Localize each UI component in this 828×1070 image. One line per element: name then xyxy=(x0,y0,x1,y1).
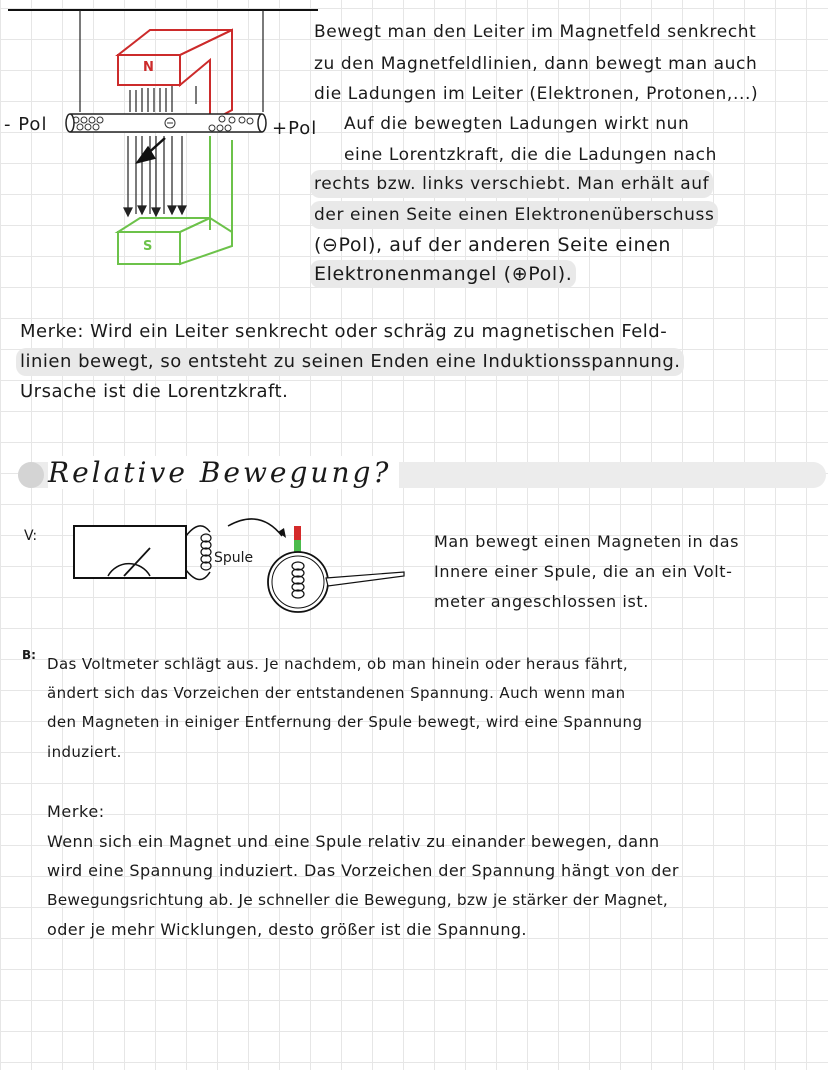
beobachtung-line: Das Voltmeter schlägt aus. Je nachdem, ob man hinein oder heraus fährt, xyxy=(47,655,629,673)
north-magnet-part xyxy=(118,30,232,122)
paragraph-1-line: Elektronenmangel (⊕Pol). xyxy=(310,260,576,288)
beobachtung-line: ändert sich das Vorzeichen der entstandenen Spannung. Auch wenn man xyxy=(47,684,626,702)
plus-pole-label: +Pol xyxy=(272,118,318,139)
magnet-conductor-diagram xyxy=(0,0,330,290)
paragraph-1-line: die Ladungen im Leiter (Elektronen, Protonen,...) xyxy=(314,84,759,104)
merke-2-line: wird eine Spannung induziert. Das Vorzeichen der Spannung hängt von der xyxy=(47,861,679,880)
merke-2-line: oder je mehr Wicklungen, desto größer ist die Spannung. xyxy=(47,920,527,939)
minus-pole-label: - Pol xyxy=(4,114,48,135)
paragraph-1-line: der einen Seite einen Elektronenüberschuss xyxy=(310,201,718,229)
versuch-label: V: xyxy=(24,528,38,544)
south-label: S xyxy=(143,239,153,254)
merke-1-line: Merke: Wird ein Leiter senkrecht oder schräg zu magnetischen Feld- xyxy=(20,321,668,342)
versuch-line: Innere einer Spule, die an ein Volt- xyxy=(434,562,733,581)
north-label: N xyxy=(143,60,154,75)
spule-label: Spule xyxy=(214,550,254,566)
paragraph-1-line: zu den Magnetfeldlinien, dann bewegt man auch xyxy=(314,54,758,74)
merke-2-line: Wenn sich ein Magnet und eine Spule relativ zu einander bewegen, dann xyxy=(47,832,660,851)
section-heading: Relative Bewegung? xyxy=(48,456,399,489)
voltmeter-coil-diagram xyxy=(60,508,420,638)
beobachtung-line: induziert. xyxy=(47,743,122,761)
versuch-line: meter angeschlossen ist. xyxy=(434,592,649,611)
paragraph-1-line: Bewegt man den Leiter im Magnetfeld senkrecht xyxy=(314,22,757,42)
paragraph-1-line: eine Lorentzkraft, die die Ladungen nach xyxy=(344,145,717,165)
paragraph-1-line: rechts bzw. links verschiebt. Man erhält auf xyxy=(310,170,713,198)
beobachtung-label: B: xyxy=(22,648,36,662)
paragraph-1-line: Auf die bewegten Ladungen wirkt nun xyxy=(344,114,690,134)
heading-bullet xyxy=(18,462,44,488)
merke-1-line: linien bewegt, so entsteht zu seinen Enden eine Induktionsspannung. xyxy=(16,348,684,376)
paragraph-1-line: (⊖Pol), auf der anderen Seite einen xyxy=(314,234,672,256)
merke-2-title: Merke: xyxy=(47,802,105,821)
merke-1-line: Ursache ist die Lorentzkraft. xyxy=(20,381,289,402)
beobachtung-line: den Magneten in einiger Entfernung der Spule bewegt, wird eine Spannung xyxy=(47,713,643,731)
merke-2-line: Bewegungsrichtung ab. Je schneller die Bewegung, bzw je stärker der Magnet, xyxy=(47,891,668,909)
south-magnet-part xyxy=(118,136,232,264)
versuch-line: Man bewegt einen Magneten in das xyxy=(434,532,740,551)
